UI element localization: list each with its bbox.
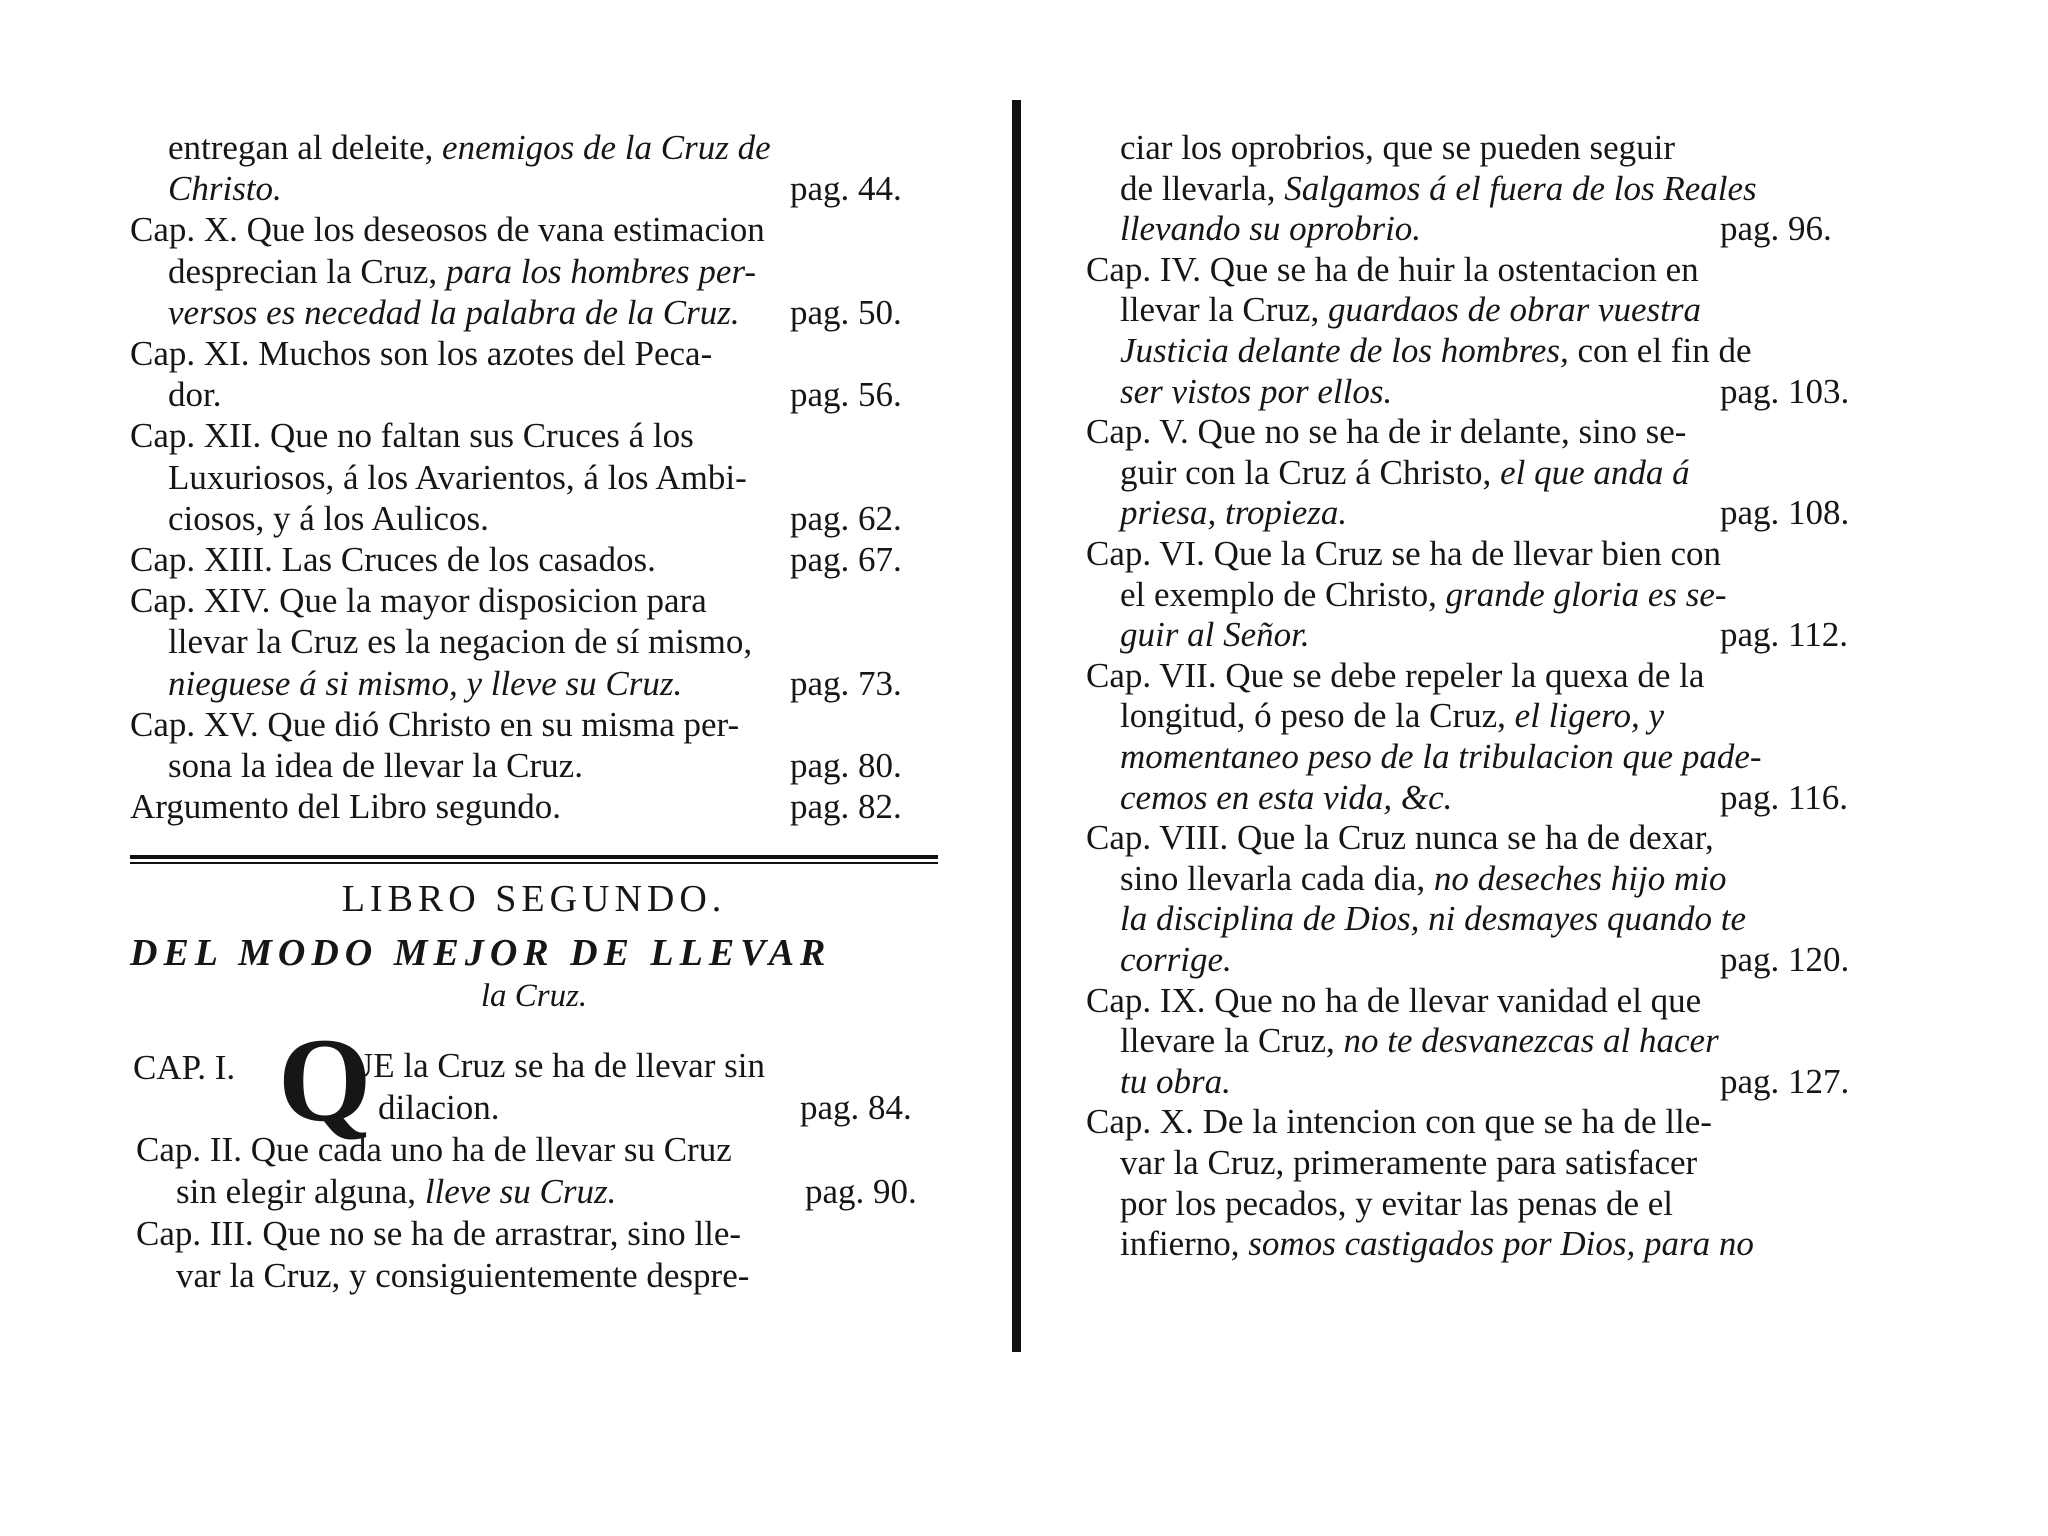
toc-line <box>130 540 656 580</box>
toc-italic-text: tu obra. <box>1120 1061 1231 1101</box>
section-rule <box>130 855 938 859</box>
drop-capital: Q <box>278 1013 372 1146</box>
toc-line <box>1120 1062 1231 1102</box>
page-reference: pag. 127. <box>1720 1061 1850 1101</box>
toc-text: Cap. IV. Que se ha de huir la ostentacion en <box>1086 249 1699 289</box>
toc-line <box>1120 696 1664 736</box>
page-reference: pag. 116. <box>1720 777 1848 817</box>
toc-text: Cap. V. Que no se ha de ir delante, sino se- <box>1086 412 1687 452</box>
toc-line <box>1120 1184 1673 1224</box>
toc-text: Cap. XI. Muchos son los azotes del Peca- <box>130 334 713 373</box>
page-reference: pag. 112. <box>1720 615 1848 655</box>
toc-line <box>130 787 561 827</box>
book-heading: LIBRO SEGUNDO. <box>341 878 727 920</box>
page-reference: pag. 103. <box>1720 371 1850 411</box>
toc-italic-text: llevando su oprobrio. <box>1120 209 1422 249</box>
toc-line <box>1120 331 1751 371</box>
toc-text: Cap. XIII. Las Cruces de los casados. <box>130 540 656 579</box>
toc-italic-text: el que anda á <box>1500 452 1690 492</box>
book-gutter <box>1012 100 1021 1352</box>
toc-line <box>1120 899 1746 939</box>
toc-italic-text: nieguese á si mismo, y lleve su Cruz. <box>168 663 683 703</box>
toc-italic-text: Justicia delante de los hombres, <box>1120 331 1569 370</box>
toc-line <box>176 1172 616 1212</box>
page-reference: pag. 73. <box>790 663 902 703</box>
toc-text: Cap. XII. Que no faltan sus Cruces á los <box>130 416 694 456</box>
toc-text: el exemplo de Christo, <box>1120 574 1446 614</box>
toc-italic-text: guardaos de obrar vuestra <box>1327 290 1701 330</box>
toc-text: sino llevarla cada dia, <box>1120 858 1434 898</box>
toc-italic-text: enemigos de la Cruz de <box>442 128 771 167</box>
page-reference: pag. 82. <box>790 787 902 827</box>
toc-italic-text: para los hombres per- <box>445 251 757 291</box>
toc-line <box>168 499 489 539</box>
page-reference: pag. 84. <box>800 1088 912 1127</box>
toc-italic-text: guir al Señor. <box>1120 615 1310 655</box>
page-reference: pag. 56. <box>790 375 902 415</box>
toc-line <box>168 128 771 168</box>
toc-line <box>1120 453 1690 493</box>
toc-line <box>168 458 747 498</box>
toc-text: Cap. X. De la intencion con que se ha de lle- <box>1086 1102 1712 1142</box>
page-reference: pag. 67. <box>790 540 902 579</box>
toc-italic-text: somos castigados por Dios, para no <box>1248 1224 1754 1264</box>
toc-text: desprecian la Cruz, <box>168 251 446 291</box>
toc-italic-text: no te desvanezcas al hacer <box>1343 1021 1719 1061</box>
toc-line <box>130 581 707 621</box>
toc-text: entregan al deleite, <box>168 128 443 167</box>
toc-line <box>1120 209 1421 249</box>
toc-italic-text: cemos en esta vida, &c. <box>1120 777 1453 817</box>
toc-line <box>176 1256 749 1296</box>
toc-italic-text: Salgamos á el fuera de los Reales <box>1284 168 1757 208</box>
toc-line <box>168 375 221 415</box>
toc-line <box>168 252 756 292</box>
section-title-continued: la Cruz. <box>480 978 588 1014</box>
toc-text: ciar los oprobrios, que se pueden seguir <box>1120 128 1675 167</box>
toc-text: Cap. II. Que cada uno ha de llevar su Cruz <box>136 1130 732 1169</box>
toc-text: guir con la Cruz á Christo, <box>1120 452 1501 492</box>
page-reference: pag. 50. <box>790 292 902 332</box>
toc-text: longitud, ó peso de la Cruz, <box>1120 696 1515 736</box>
toc-text: llevare la Cruz, <box>1120 1021 1344 1061</box>
toc-line <box>1120 575 1727 615</box>
toc-line <box>168 622 752 662</box>
toc-line <box>1120 778 1452 818</box>
toc-text: ciosos, y á los Aulicos. <box>168 498 489 538</box>
toc-line <box>130 416 694 456</box>
page-reference: pag. 44. <box>790 169 902 209</box>
toc-line <box>1086 656 1704 696</box>
toc-italic-text: el ligero, y <box>1514 696 1665 736</box>
toc-line <box>1086 818 1714 858</box>
toc-line <box>1120 859 1726 899</box>
left-page <box>0 0 1010 1536</box>
toc-line <box>168 664 682 704</box>
toc-line <box>1120 940 1232 980</box>
toc-text: infierno, <box>1120 1224 1249 1264</box>
toc-line <box>1120 615 1310 655</box>
toc-line <box>1120 737 1762 777</box>
toc-text: sona la idea de llevar la Cruz. <box>168 746 583 785</box>
toc-text: Luxuriosos, á los Avarientos, á los Ambi- <box>168 457 747 497</box>
toc-text: var la Cruz, y consiguientemente despre- <box>176 1256 750 1295</box>
toc-text: Cap. XV. Que dió Christo en su misma per- <box>130 704 740 744</box>
toc-italic-text: grande gloria es se- <box>1445 574 1727 614</box>
toc-line <box>1086 981 1701 1021</box>
toc-text: Argumento del Libro segundo. <box>130 787 561 827</box>
toc-line <box>1120 1224 1754 1264</box>
toc-text: var la Cruz, primeramente para satisfacer <box>1120 1143 1698 1182</box>
toc-text: sin elegir alguna, <box>176 1172 425 1211</box>
toc-text: con el fin de <box>1568 331 1752 370</box>
toc-text: Cap. VIII. Que la Cruz nunca se ha de dexar, <box>1086 818 1714 858</box>
toc-line <box>1120 169 1757 209</box>
toc-text: por los pecados, y evitar las penas de el <box>1120 1183 1674 1223</box>
toc-line <box>1120 1021 1719 1061</box>
toc-line <box>136 1130 732 1170</box>
toc-italic-text: lleve su Cruz. <box>424 1172 617 1211</box>
page-reference: pag. 120. <box>1720 940 1850 979</box>
toc-line <box>136 1214 741 1254</box>
toc-line <box>168 746 583 786</box>
toc-text: Cap. III. Que no se ha de arrastrar, sino lle- <box>136 1214 742 1253</box>
toc-text: Cap. IX. Que no ha de llevar vanidad el que <box>1086 980 1702 1020</box>
toc-line <box>1120 493 1347 533</box>
right-page <box>1030 0 2048 1536</box>
page-reference: pag. 108. <box>1720 493 1850 533</box>
chapter-label: CAP. I. <box>133 1048 236 1087</box>
page-reference: pag. 80. <box>790 746 902 785</box>
toc-line <box>1086 534 1721 574</box>
toc-text: Cap. X. Que los deseosos de vana estimacion <box>130 210 765 250</box>
toc-text: Cap. XIV. Que la mayor disposicion para <box>130 581 707 621</box>
toc-text: UE la Cruz se ha de llevar sin <box>348 1046 765 1085</box>
toc-text: Cap. VI. Que la Cruz se ha de llevar bien con <box>1086 534 1721 573</box>
toc-italic-text: versos es necedad la palabra de la Cruz. <box>168 292 740 332</box>
toc-text: Cap. VII. Que se debe repeler la quexa de la <box>1086 655 1705 695</box>
toc-text: llevar la Cruz es la negacion de sí mismo, <box>168 622 753 662</box>
toc-line <box>168 293 740 333</box>
toc-line <box>130 210 765 250</box>
toc-italic-text: ser vistos por ellos. <box>1120 371 1393 411</box>
toc-line <box>1086 250 1699 290</box>
section-title: DEL MODO MEJOR DE LLEVAR <box>130 932 832 974</box>
toc-italic-text: Christo. <box>168 169 282 209</box>
toc-italic-text: corrige. <box>1120 940 1232 979</box>
toc-line <box>1120 1143 1697 1183</box>
toc-italic-text: priesa, tropieza. <box>1120 493 1348 533</box>
page-reference: pag. 62. <box>790 498 902 538</box>
toc-text: dilacion. <box>378 1088 500 1127</box>
toc-line <box>168 169 282 209</box>
toc-line <box>130 705 739 745</box>
toc-line <box>1086 412 1686 452</box>
toc-italic-text: la disciplina de Dios, ni desmayes quando te <box>1120 899 1747 939</box>
section-rule-thin <box>130 862 938 864</box>
toc-text: llevar la Cruz, <box>1120 290 1328 330</box>
toc-line <box>1120 372 1392 412</box>
toc-line <box>130 334 712 374</box>
toc-text: de llevarla, <box>1120 168 1285 208</box>
toc-line <box>1120 290 1701 330</box>
toc-line <box>1120 128 1675 168</box>
toc-italic-text: no deseches hijo mio <box>1433 858 1727 898</box>
toc-text: dor. <box>168 375 222 415</box>
toc-italic-text: momentaneo peso de la tribulacion que pade- <box>1120 737 1762 776</box>
page-reference: pag. 96. <box>1720 209 1832 249</box>
page-reference: pag. 90. <box>805 1172 917 1211</box>
toc-line <box>1086 1102 1712 1142</box>
